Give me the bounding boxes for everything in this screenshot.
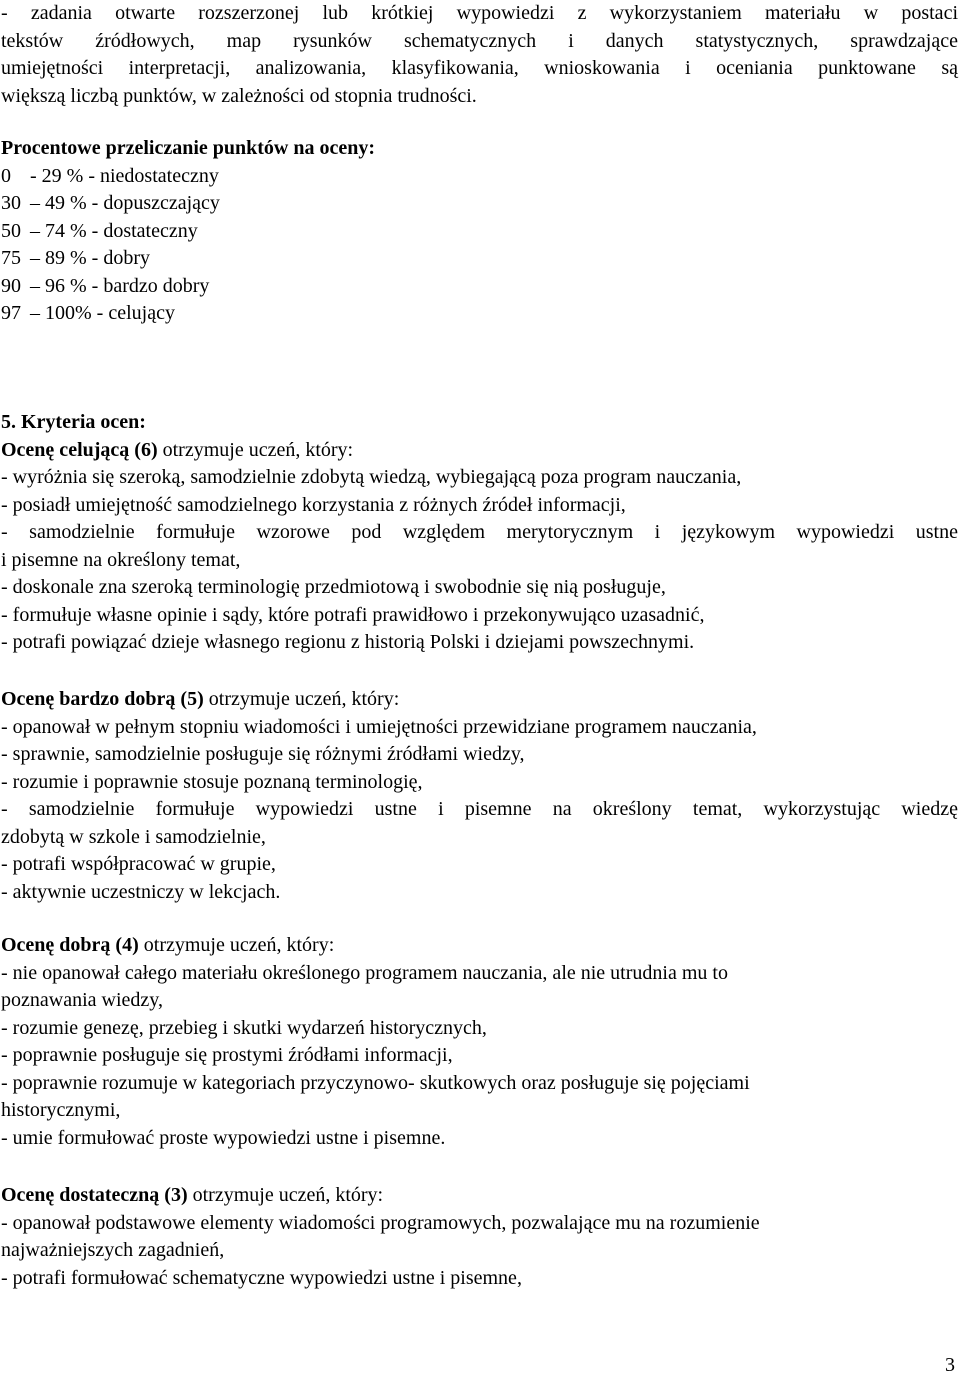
criterion-line: - doskonale zna szeroką terminologię przedmiotową i swobodnie się nią posługuje,: [1, 576, 666, 598]
grade-title-line: [1, 686, 958, 714]
text-line: tekstów źródłowych, map rysunków schematycznych i danych statystycznych, sprawdzające: [1, 29, 958, 52]
grading-row: [1, 273, 958, 301]
grading-scale-title: Procentowe przeliczanie punktów na oceny:: [1, 137, 376, 159]
grade-title-line: [1, 1182, 958, 1210]
grading-row-rest: – 49 % - dopuszczający: [30, 192, 220, 214]
grading-row-from: 50: [1, 219, 21, 242]
grading-row-from: 0: [1, 164, 11, 187]
criterion-line: - potrafi formułować schematyczne wypowiedzi ustne i pisemne,: [1, 1266, 522, 1289]
grade-title: Ocenę dostateczną (3): [1, 1184, 188, 1206]
criterion-line: - opanował w pełnym stopniu wiadomości i umiejętności przewidziane programem nauczania,: [1, 715, 757, 738]
criterion-line: - posiadł umiejętność samodzielnego korzystania z różnych źródeł informacji,: [1, 493, 626, 516]
criterion-line: i pisemne na określony temat,: [1, 548, 241, 571]
grading-row: [1, 300, 958, 328]
grade-block-6: [1, 437, 958, 657]
grade-title-line: [1, 437, 958, 465]
criterion-line: - potrafi powiązać dzieje własnego regionu z historią Polski i dziejami powszechnymi.: [1, 631, 695, 653]
criterion-line: - umie formułować proste wypowiedzi ustne i pisemne.: [1, 1126, 446, 1149]
grading-row: [1, 163, 958, 191]
criterion-line: poznawania wiedzy,: [1, 989, 163, 1011]
criteria-section: [1, 409, 958, 657]
grade-title: Ocenę bardzo dobrą (5): [1, 688, 204, 710]
grade-title-suffix: otrzymuje uczeń, który:: [138, 934, 335, 956]
grading-row: [1, 190, 958, 218]
grading-row-from: 75: [1, 247, 21, 269]
page-number: 3: [945, 1354, 955, 1376]
grade-title: Ocenę dobrą (4): [1, 934, 139, 956]
grading-row-from: 90: [1, 274, 21, 297]
criterion-line: zdobytą w szkole i samodzielnie,: [1, 825, 266, 848]
grade-title-line: [1, 932, 958, 960]
criterion-line: - nie opanował całego materiału określonego programem nauczania, ale nie utrudnia mu to: [1, 961, 728, 984]
criterion-line: historycznymi,: [1, 1099, 121, 1121]
criterion-line: - rozumie genezę, przebieg i skutki wydarzeń historycznych,: [1, 1016, 487, 1039]
grading-row: [1, 218, 958, 246]
text-line: umiejętności interpretacji, analizowania, klasyfikowania, wnioskowania i oceniania punktowane są: [1, 57, 958, 79]
criterion-line: - rozumie i poprawnie stosuje poznaną terminologię,: [1, 770, 423, 793]
text-line: większą liczbą punktów, w zależności od stopnia trudności.: [1, 84, 477, 107]
criterion-line: - aktywnie uczestniczy w lekcjach.: [1, 880, 281, 903]
grading-row-rest: – 74 % - dostateczny: [30, 219, 198, 242]
grade-title-suffix: otrzymuje uczeń, który:: [157, 438, 354, 461]
criterion-line: - poprawnie posługuje się prostymi źródłami informacji,: [1, 1044, 453, 1066]
grade-block-5: [1, 686, 958, 906]
text-line: - zadania otwarte rozszerzonej lub krótkiej wypowiedzi z wykorzystaniem materiału w postaci: [1, 2, 958, 24]
grade-block-3: [1, 1182, 958, 1292]
criterion-line: - opanował podstawowe elementy wiadomości programowych, pozwalające mu na rozumienie: [1, 1211, 760, 1234]
criterion-line: - samodzielnie formułuje wypowiedzi ustne i pisemne na określony temat, wykorzystując wiedzę: [1, 798, 958, 820]
grade-block-4: [1, 932, 958, 1152]
grade-title: Ocenę celującą (6): [1, 438, 158, 461]
criterion-line: - sprawnie, samodzielnie posługuje się różnymi źródłami wiedzy,: [1, 743, 525, 765]
intro-paragraph: [1, 0, 958, 110]
criterion-line: - poprawnie rozumuje w kategoriach przyczynowo- skutkowych oraz posługuje się pojęciami: [1, 1071, 750, 1094]
criterion-line: - formułuje własne opinie i sądy, które potrafi prawidłowo i przekonywująco uzasadnić,: [1, 603, 705, 626]
grade-title-suffix: otrzymuje uczeń, który:: [203, 688, 400, 710]
criterion-line: - samodzielnie formułuje wzorowe pod względem merytorycznym i językowym wypowiedzi ustne: [1, 521, 958, 543]
grading-row-rest: – 100% - celujący: [30, 302, 175, 324]
criterion-line: - wyróżnia się szeroką, samodzielnie zdobytą wiedzą, wybiegającą poza program nauczania,: [1, 466, 742, 488]
grading-scale: [1, 135, 958, 328]
grading-row-from: 30: [1, 192, 21, 214]
grade-title-suffix: otrzymuje uczeń, który:: [187, 1184, 384, 1206]
grading-row-rest: – 96 % - bardzo dobry: [30, 274, 210, 297]
grading-row-rest: - 29 % - niedostateczny: [30, 164, 219, 187]
grading-row-rest: – 89 % - dobry: [30, 247, 150, 269]
grading-row: [1, 245, 958, 273]
section-heading: 5. Kryteria ocen:: [1, 411, 146, 433]
criterion-line: najważniejszych zagadnień,: [1, 1239, 225, 1261]
grading-row-from: 97: [1, 302, 21, 324]
criterion-line: - potrafi współpracować w grupie,: [1, 853, 276, 875]
